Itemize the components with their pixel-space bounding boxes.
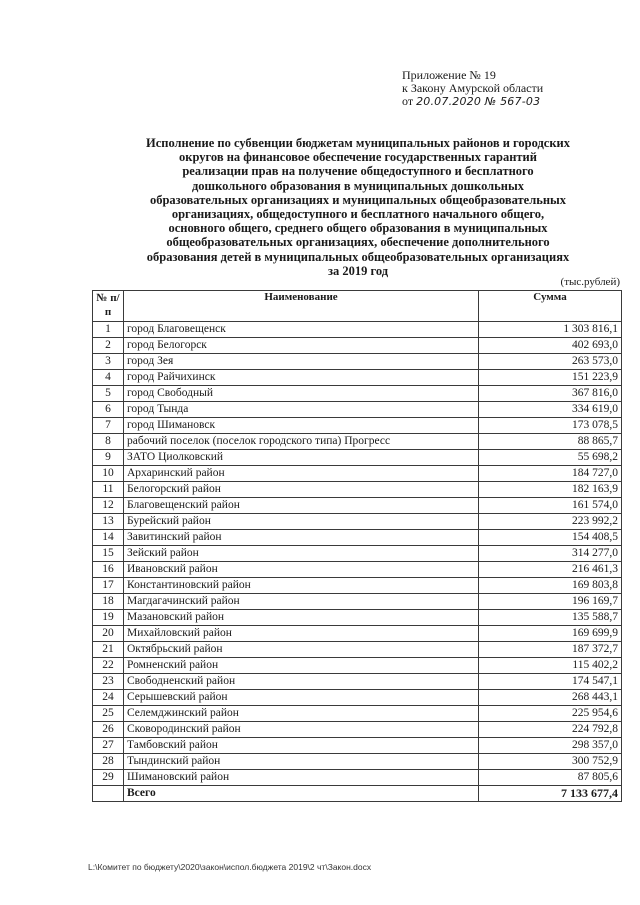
title-line: за 2019 год bbox=[327, 263, 389, 278]
table-row bbox=[93, 658, 622, 674]
row-sum: 334 619,0 bbox=[479, 402, 622, 418]
row-num: 8 bbox=[93, 434, 124, 450]
table-row bbox=[93, 578, 622, 594]
table-row bbox=[93, 594, 622, 610]
appendix-law: к Закону Амурской области bbox=[402, 81, 544, 95]
row-name: город Белогорск bbox=[124, 338, 479, 354]
appendix-date-line bbox=[402, 95, 543, 108]
table-header-row bbox=[93, 291, 622, 322]
row-sum: 268 443,1 bbox=[479, 690, 622, 706]
total-sum: 7 133 677,4 bbox=[479, 786, 622, 802]
row-num: 3 bbox=[93, 354, 124, 370]
table-row bbox=[93, 722, 622, 738]
row-num: 17 bbox=[93, 578, 124, 594]
table-row bbox=[93, 482, 622, 498]
row-sum: 223 992,2 bbox=[479, 514, 622, 530]
row-num: 21 bbox=[93, 642, 124, 658]
appendix-reference bbox=[402, 69, 543, 108]
row-sum: 367 816,0 bbox=[479, 386, 622, 402]
table-row bbox=[93, 738, 622, 754]
row-sum: 184 727,0 bbox=[479, 466, 622, 482]
table-row bbox=[93, 354, 622, 370]
table-row bbox=[93, 498, 622, 514]
row-name: Тамбовский район bbox=[124, 738, 479, 754]
row-name: Архаринский район bbox=[124, 466, 479, 482]
title-line: основного общего, среднего общего образования в муниципальных bbox=[168, 221, 548, 236]
title-line: округов на финансовое обеспечение государственных гарантий bbox=[179, 150, 537, 165]
appendix-number: Приложение № 19 bbox=[402, 68, 496, 82]
row-name: ЗАТО Циолковский bbox=[124, 450, 479, 466]
table-row bbox=[93, 546, 622, 562]
table-row bbox=[93, 754, 622, 770]
table-row bbox=[93, 450, 622, 466]
table-row bbox=[93, 690, 622, 706]
row-sum: 224 792,8 bbox=[479, 722, 622, 738]
table-row bbox=[93, 402, 622, 418]
row-name: Михайловский район bbox=[124, 626, 479, 642]
row-name: Завитинский район bbox=[124, 530, 479, 546]
row-num: 22 bbox=[93, 658, 124, 674]
row-name: Сковородинский район bbox=[124, 722, 479, 738]
row-num: 20 bbox=[93, 626, 124, 642]
row-sum: 154 408,5 bbox=[479, 530, 622, 546]
row-num: 9 bbox=[93, 450, 124, 466]
header-sum: Сумма bbox=[479, 291, 622, 322]
row-num: 5 bbox=[93, 386, 124, 402]
table-row bbox=[93, 370, 622, 386]
row-sum: 161 574,0 bbox=[479, 498, 622, 514]
row-sum: 169 699,9 bbox=[479, 626, 622, 642]
row-name: Серышевский район bbox=[124, 690, 479, 706]
units-label: (тыс.рублей) bbox=[560, 276, 620, 288]
row-name: Белогорский район bbox=[124, 482, 479, 498]
row-num: 26 bbox=[93, 722, 124, 738]
title-line: общеобразовательных организациях, обеспечение дополнительного bbox=[166, 235, 550, 250]
row-name: Благовещенский район bbox=[124, 498, 479, 514]
row-num: 29 bbox=[93, 770, 124, 786]
row-sum: 151 223,9 bbox=[479, 370, 622, 386]
row-name: Селемджинский район bbox=[124, 706, 479, 722]
title-line: реализации прав на получение общедоступного и бесплатного bbox=[182, 164, 534, 179]
file-path-footer: L:\Комитет по бюджету\2020\закон\испол.бюджета 2019\2 чт\Закон.docx bbox=[88, 862, 372, 872]
appendix-handwritten-date: 20.07.2020 № 567-03 bbox=[416, 95, 541, 108]
row-name: Октябрьский район bbox=[124, 642, 479, 658]
title-line: дошкольного образования в муниципальных дошкольных bbox=[191, 178, 524, 193]
row-sum: 135 588,7 bbox=[479, 610, 622, 626]
total-label: Всего bbox=[124, 786, 479, 802]
table-row bbox=[93, 530, 622, 546]
row-name: Свободненский район bbox=[124, 674, 479, 690]
row-sum: 1 303 816,1 bbox=[479, 322, 622, 338]
row-num: 27 bbox=[93, 738, 124, 754]
title-line: Исполнение по субвенции бюджетам муниципальных районов и городских bbox=[145, 136, 571, 150]
row-name: Тындинский район bbox=[124, 754, 479, 770]
row-num: 16 bbox=[93, 562, 124, 578]
title-line: организациях, общедоступного и бесплатного начального общего, bbox=[171, 207, 545, 222]
row-name: Магдагачинский район bbox=[124, 594, 479, 610]
row-name: город Благовещенск bbox=[124, 322, 479, 338]
row-name: Шимановский район bbox=[124, 770, 479, 786]
row-num: 25 bbox=[93, 706, 124, 722]
header-name: Наименование bbox=[124, 291, 479, 322]
row-name: Ромненский район bbox=[124, 658, 479, 674]
row-sum: 298 357,0 bbox=[479, 738, 622, 754]
row-num: 11 bbox=[93, 482, 124, 498]
row-sum: 169 803,8 bbox=[479, 578, 622, 594]
row-sum: 88 865,7 bbox=[479, 434, 622, 450]
table-row bbox=[93, 386, 622, 402]
row-sum: 182 163,9 bbox=[479, 482, 622, 498]
table-row bbox=[93, 514, 622, 530]
row-num: 24 bbox=[93, 690, 124, 706]
row-name: Мазановский район bbox=[124, 610, 479, 626]
row-name: Ивановский район bbox=[124, 562, 479, 578]
row-sum: 225 954,6 bbox=[479, 706, 622, 722]
document-title bbox=[88, 136, 628, 278]
row-sum: 115 402,2 bbox=[479, 658, 622, 674]
row-num: 2 bbox=[93, 338, 124, 354]
row-sum: 55 698,2 bbox=[479, 450, 622, 466]
title-line: образовательных организациях и муниципальных общеобразовательных bbox=[149, 192, 567, 207]
subvention-table bbox=[92, 290, 622, 802]
row-num: 19 bbox=[93, 610, 124, 626]
row-sum: 300 752,9 bbox=[479, 754, 622, 770]
table-row bbox=[93, 642, 622, 658]
row-sum: 174 547,1 bbox=[479, 674, 622, 690]
row-num: 1 bbox=[93, 322, 124, 338]
table-row bbox=[93, 418, 622, 434]
row-name: город Свободный bbox=[124, 386, 479, 402]
total-num bbox=[93, 786, 124, 802]
table-row bbox=[93, 338, 622, 354]
table-row bbox=[93, 706, 622, 722]
row-sum: 263 573,0 bbox=[479, 354, 622, 370]
row-name: город Райчихинск bbox=[124, 370, 479, 386]
row-num: 6 bbox=[93, 402, 124, 418]
row-num: 15 bbox=[93, 546, 124, 562]
row-num: 28 bbox=[93, 754, 124, 770]
table-row bbox=[93, 322, 622, 338]
table-row bbox=[93, 626, 622, 642]
table-row bbox=[93, 434, 622, 450]
row-name: город Тында bbox=[124, 402, 479, 418]
header-num: № п/п bbox=[93, 291, 124, 322]
row-num: 23 bbox=[93, 674, 124, 690]
row-num: 18 bbox=[93, 594, 124, 610]
table-row bbox=[93, 466, 622, 482]
row-name: Бурейский район bbox=[124, 514, 479, 530]
row-sum: 196 169,7 bbox=[479, 594, 622, 610]
row-num: 14 bbox=[93, 530, 124, 546]
row-num: 13 bbox=[93, 514, 124, 530]
row-sum: 187 372,7 bbox=[479, 642, 622, 658]
row-num: 12 bbox=[93, 498, 124, 514]
row-sum: 87 805,6 bbox=[479, 770, 622, 786]
row-sum: 216 461,3 bbox=[479, 562, 622, 578]
row-name: город Зея bbox=[124, 354, 479, 370]
title-line: образования детей в муниципальных общеобразовательных организациях bbox=[146, 249, 570, 264]
row-sum: 314 277,0 bbox=[479, 546, 622, 562]
row-num: 4 bbox=[93, 370, 124, 386]
table-row bbox=[93, 562, 622, 578]
row-num: 7 bbox=[93, 418, 124, 434]
row-name: Константиновский район bbox=[124, 578, 479, 594]
row-sum: 402 693,0 bbox=[479, 338, 622, 354]
row-name: город Шимановск bbox=[124, 418, 479, 434]
table-total-row bbox=[93, 786, 622, 802]
row-sum: 173 078,5 bbox=[479, 418, 622, 434]
table-row bbox=[93, 674, 622, 690]
row-name: Зейский район bbox=[124, 546, 479, 562]
appendix-date-prefix: от bbox=[402, 94, 414, 108]
table-row bbox=[93, 770, 622, 786]
table-row bbox=[93, 610, 622, 626]
row-num: 10 bbox=[93, 466, 124, 482]
row-name: рабочий поселок (поселок городского типа) Прогресс bbox=[124, 434, 479, 450]
